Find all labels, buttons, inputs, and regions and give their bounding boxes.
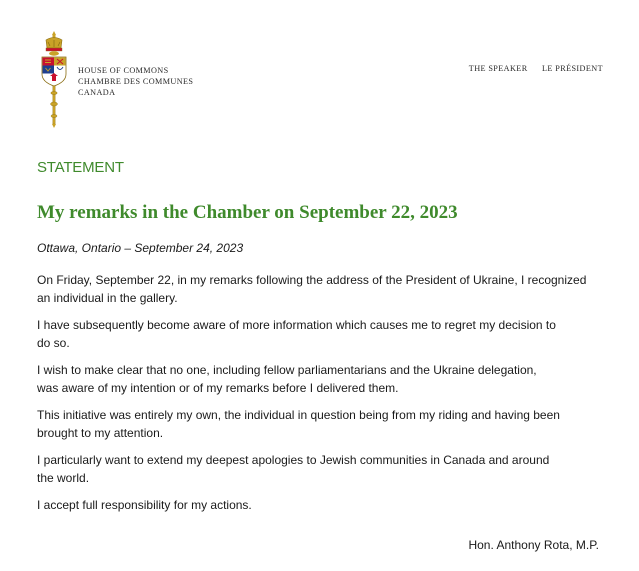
org-country: CANADA [78,88,116,97]
letterhead [38,30,603,130]
dateline: Ottawa, Ontario – September 24, 2023 [37,241,244,255]
paragraph: I wish to make clear that no one, including fellow parliamentarians and the Ukraine delegation, was aware of my intention or of my remarks before I delivered them. [37,363,537,395]
statement-body [37,271,597,523]
paragraph: I particularly want to extend my deepest apologies to Jewish communities in Canada and around the world. [37,453,550,485]
org-name-french: CHAMBRE DES COMMUNES [78,77,194,86]
paragraph: This initiative was entirely my own, the individual in question being from my riding and having been brought to my attention. [37,408,560,440]
paragraph: On Friday, September 22, in my remarks following the address of the President of Ukraine, I recognized an individual in the gallery. [37,273,587,305]
paragraph: I have subsequently become aware of more information which causes me to regret my decision to do so. [37,318,556,350]
paragraph: I accept full responsibility for my actions. [37,498,252,512]
office-title-english: THE SPEAKER [468,64,528,73]
document-title: My remarks in the Chamber on September 22, 2023 [37,202,458,223]
org-name-english: HOUSE OF COMMONS [78,66,169,75]
coat-of-arms-icon [38,30,70,128]
office-title [469,64,603,73]
organization-name [78,65,193,98]
document-type-label: STATEMENT [37,159,124,176]
signature: Hon. Anthony Rota, M.P. [468,538,599,552]
office-title-french: LE PRÉSIDENT [542,64,603,73]
